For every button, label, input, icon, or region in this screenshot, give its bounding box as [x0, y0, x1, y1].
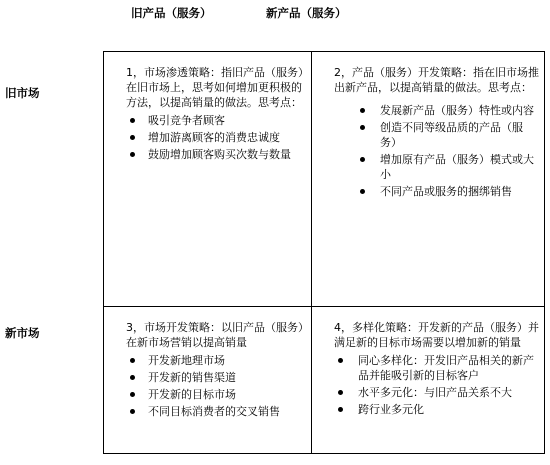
- list-item-text: 增加原有产品（服务）模式或大小: [380, 153, 534, 181]
- bullet-icon: [130, 375, 135, 380]
- list-item: [126, 130, 308, 145]
- strategy-matrix: [103, 51, 545, 454]
- quadrant-market-penetration: [126, 65, 308, 164]
- list-item: [356, 120, 539, 150]
- quadrant-number: 4，: [334, 321, 352, 334]
- list-item-text: 鼓励增加顾客购买次数与数量: [148, 148, 291, 161]
- list-item-text: 吸引竞争者顾客: [148, 114, 225, 127]
- bullet-icon: [130, 135, 135, 140]
- list-item: [356, 184, 539, 199]
- quadrant-number: 1，: [126, 66, 144, 79]
- bullet-icon: [130, 152, 135, 157]
- quadrant-market-development: [126, 320, 308, 421]
- bullet-icon: [130, 358, 135, 363]
- list-item-text: 发展新产品（服务）特性或内容: [380, 104, 534, 117]
- list-item: [356, 103, 539, 118]
- bullet-icon: [338, 407, 343, 412]
- quadrant-number: 2，: [334, 66, 352, 79]
- bullet-icon: [360, 125, 365, 130]
- quadrant-text: 产品（服务）开发策略：指在旧市场推出新产品，以提高销量的做法。思考点：: [334, 66, 539, 94]
- quadrant-text: 市场开发策略：以旧产品（服务）在新市场营销以提高销量: [126, 321, 304, 349]
- bullet-icon: [360, 189, 365, 194]
- bullet-icon: [130, 392, 135, 397]
- bullet-icon: [130, 118, 135, 123]
- row-header-new-market: 新市场: [5, 326, 40, 340]
- bullet-icon: [338, 358, 343, 363]
- list-item: [356, 152, 539, 182]
- quadrant-number: 3，: [126, 321, 144, 334]
- quadrant-text: 市场渗透策略：指旧产品（服务）在旧市场上，思考如何增加更积极的方法，以提高销量的做法。思考点：: [126, 66, 304, 109]
- column-header-old-product: 旧产品（服务）: [131, 6, 212, 20]
- list-item-text: 不同产品或服务的捆绑销售: [380, 185, 512, 198]
- list-item-text: 创造不同等级品质的产品（服务）: [380, 121, 523, 149]
- list-item-text: 跨行业多元化: [358, 403, 424, 416]
- quadrant-product-development: [334, 65, 539, 201]
- list-item: [126, 147, 308, 162]
- list-item-text: 开发新的销售渠道: [148, 371, 236, 384]
- column-header-new-product: 新产品（服务）: [266, 6, 347, 20]
- list-item-text: 开发新地理市场: [148, 354, 225, 367]
- bullet-icon: [130, 409, 135, 414]
- list-item: [126, 370, 308, 385]
- quadrant-text: 多样化策略：开发新的产品（服务）并满足新的目标市场需要以增加新的销量: [334, 321, 539, 349]
- bullet-icon: [338, 390, 343, 395]
- list-item: [334, 385, 539, 400]
- bullet-icon: [360, 157, 365, 162]
- quadrant-diversification: [334, 320, 539, 419]
- bullet-icon: [360, 108, 365, 113]
- list-item-text: 开发新的目标市场: [148, 388, 236, 401]
- list-item-text: 同心多样化：开发旧产品相关的新产品并能吸引新的目标客户: [358, 354, 534, 382]
- list-item: [126, 387, 308, 402]
- list-item: [126, 404, 308, 419]
- list-item: [126, 353, 308, 368]
- list-item: [126, 113, 308, 128]
- matrix-horizontal-divider: [104, 306, 544, 307]
- list-item: [334, 402, 539, 417]
- list-item-text: 增加游离顾客的消费忠诚度: [148, 131, 280, 144]
- list-item-text: 不同目标消费者的交叉销售: [148, 405, 280, 418]
- row-header-old-market: 旧市场: [5, 86, 40, 100]
- list-item-text: 水平多元化：与旧产品关系不大: [358, 386, 512, 399]
- list-item: [334, 353, 539, 383]
- matrix-vertical-divider: [311, 52, 312, 453]
